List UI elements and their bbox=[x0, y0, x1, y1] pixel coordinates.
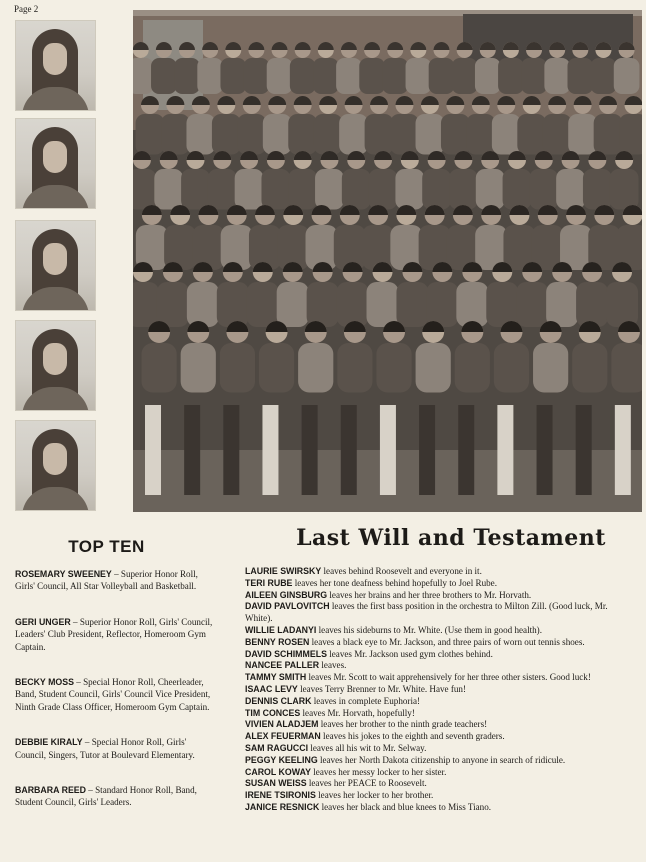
student-name: BECKY MOSS bbox=[15, 677, 74, 688]
student-name: VIVIEN ALADJEM bbox=[245, 719, 319, 730]
list-item bbox=[245, 790, 635, 802]
will-text: leaves her North Dakota citizenship to anyone in search of ridicule. bbox=[317, 754, 566, 765]
will-text: leaves all his wit to Mr. Selway. bbox=[308, 742, 427, 753]
student-name: BARBARA REED bbox=[15, 785, 87, 796]
top-ten-heading: TOP TEN bbox=[68, 537, 145, 556]
will-text: leaves the first bass position in the orchestra to Milton Zill. (Good luck, Mr. White). bbox=[245, 601, 608, 624]
honors-text: – Standard Honor Roll, Band, Student Council, Girls' Leaders. bbox=[15, 785, 197, 808]
will-text: leaves. bbox=[319, 660, 347, 671]
list-item bbox=[245, 578, 635, 590]
list-item bbox=[245, 660, 635, 672]
student-name: WILLIE LADANYI bbox=[245, 624, 317, 635]
will-heading: Last Will and Testament bbox=[296, 525, 606, 551]
student-portrait bbox=[15, 118, 96, 209]
student-name: ROSEMARY SWEENEY bbox=[15, 569, 112, 579]
student-name: GERI UNGER bbox=[15, 616, 71, 627]
student-name: BENNY ROSEN bbox=[245, 636, 310, 647]
student-name: AILEEN GINSBURG bbox=[245, 589, 328, 600]
honors-text: – Special Honor Roll, Girls' Council, Singers, Tutor at Boulevard Elementary. bbox=[15, 737, 195, 760]
student-name: LAURIE SWIRSKY bbox=[245, 566, 322, 576]
will-list bbox=[245, 566, 635, 814]
list-item bbox=[245, 684, 635, 696]
honors-text: – Special Honor Roll, Cheerleader, Band, Student Council, Girls' Council Vice President, Ninth Grade Class Officer, Homeroom Gym Captain. bbox=[15, 677, 211, 712]
student-name: TAMMY SMITH bbox=[245, 672, 307, 683]
list-item bbox=[245, 802, 635, 814]
list-item bbox=[245, 601, 635, 625]
list-item bbox=[245, 649, 635, 661]
list-item bbox=[245, 743, 635, 755]
student-name: ALEX FEUERMAN bbox=[245, 731, 321, 742]
student-name: DAVID SCHIMMELS bbox=[245, 648, 327, 659]
list-item bbox=[245, 637, 635, 649]
student-name: IRENE TSIRONIS bbox=[245, 790, 316, 801]
list-item bbox=[245, 731, 635, 743]
list-item bbox=[15, 616, 217, 653]
will-text: leaves her brains and her three brothers to Mr. Horvath. bbox=[327, 589, 532, 600]
student-name: TIM CONCES bbox=[245, 707, 301, 718]
will-text: leaves her locker to her brother. bbox=[315, 790, 434, 801]
list-item bbox=[245, 778, 635, 790]
student-name: DEBBIE KIRALY bbox=[15, 737, 83, 748]
student-name: ISAAC LEVY bbox=[245, 683, 298, 694]
will-text: leaves her brother to the ninth grade teachers! bbox=[318, 719, 488, 730]
list-item bbox=[245, 767, 635, 779]
list-item bbox=[245, 590, 635, 602]
list-item bbox=[15, 676, 217, 713]
page-number: Page 2 bbox=[14, 4, 39, 14]
student-portrait bbox=[15, 20, 96, 111]
student-name: CAROL KOWAY bbox=[245, 766, 311, 777]
list-item bbox=[245, 719, 635, 731]
honors-text: – Superior Honor Roll, Girls' Council, All Star Volleyball and Basketball. bbox=[15, 569, 198, 592]
student-portrait bbox=[15, 320, 96, 411]
list-item bbox=[245, 625, 635, 637]
student-name: TERI RUBE bbox=[245, 577, 293, 588]
will-text: leaves Mr. Horvath, hopefully! bbox=[300, 707, 415, 718]
student-name: DENNIS CLARK bbox=[245, 695, 312, 706]
will-text: leaves Terry Brenner to Mr. White. Have fun! bbox=[297, 683, 467, 694]
class-group-photo bbox=[133, 10, 642, 512]
will-text: leaves a black eye to Mr. Jackson, and three pairs of worn out tennis shoes. bbox=[309, 636, 585, 647]
list-item bbox=[15, 784, 217, 809]
will-text: leaves Mr. Jackson used gym clothes behind. bbox=[326, 648, 493, 659]
student-name: SUSAN WEISS bbox=[245, 778, 307, 789]
will-text: leaves her messy locker to her sister. bbox=[311, 766, 447, 777]
student-name: SAM RAGUCCI bbox=[245, 742, 309, 753]
will-text: leaves his jokes to the eighth and seventh graders. bbox=[320, 731, 505, 742]
will-text: leaves behind Roosevelt and everyone in it. bbox=[321, 566, 482, 576]
list-item bbox=[245, 708, 635, 720]
will-text: leaves in complete Euphoria! bbox=[311, 695, 421, 706]
honors-text: – Superior Honor Roll, Girls' Council, Leaders' Club President, Reflector, Homeroom Gym Captain. bbox=[15, 616, 213, 652]
will-text: leaves her tone deafness behind hopefully to Joel Rube. bbox=[292, 577, 497, 588]
student-name: NANCEE PALLER bbox=[245, 660, 320, 671]
list-item bbox=[245, 672, 635, 684]
student-portrait bbox=[15, 420, 96, 511]
student-name: JANICE RESNICK bbox=[245, 801, 320, 812]
will-text: leaves her PEACE to Roosevelt. bbox=[306, 778, 427, 789]
top-ten-list bbox=[15, 568, 217, 832]
list-item bbox=[15, 568, 217, 593]
list-item bbox=[15, 736, 217, 761]
student-name: DAVID PAVLOVITCH bbox=[245, 601, 330, 612]
will-text: leaves his sideburns to Mr. White. (Use them in good health). bbox=[316, 624, 542, 635]
will-text: leaves her black and blue knees to Miss Tiano. bbox=[319, 801, 492, 812]
list-item bbox=[245, 755, 635, 767]
list-item bbox=[245, 566, 635, 578]
student-name: PEGGY KEELING bbox=[245, 754, 318, 765]
list-item bbox=[245, 696, 635, 708]
student-portrait bbox=[15, 220, 96, 311]
will-text: leaves Mr. Scott to wait apprehensively for her three other sisters. Good luck! bbox=[306, 672, 591, 683]
